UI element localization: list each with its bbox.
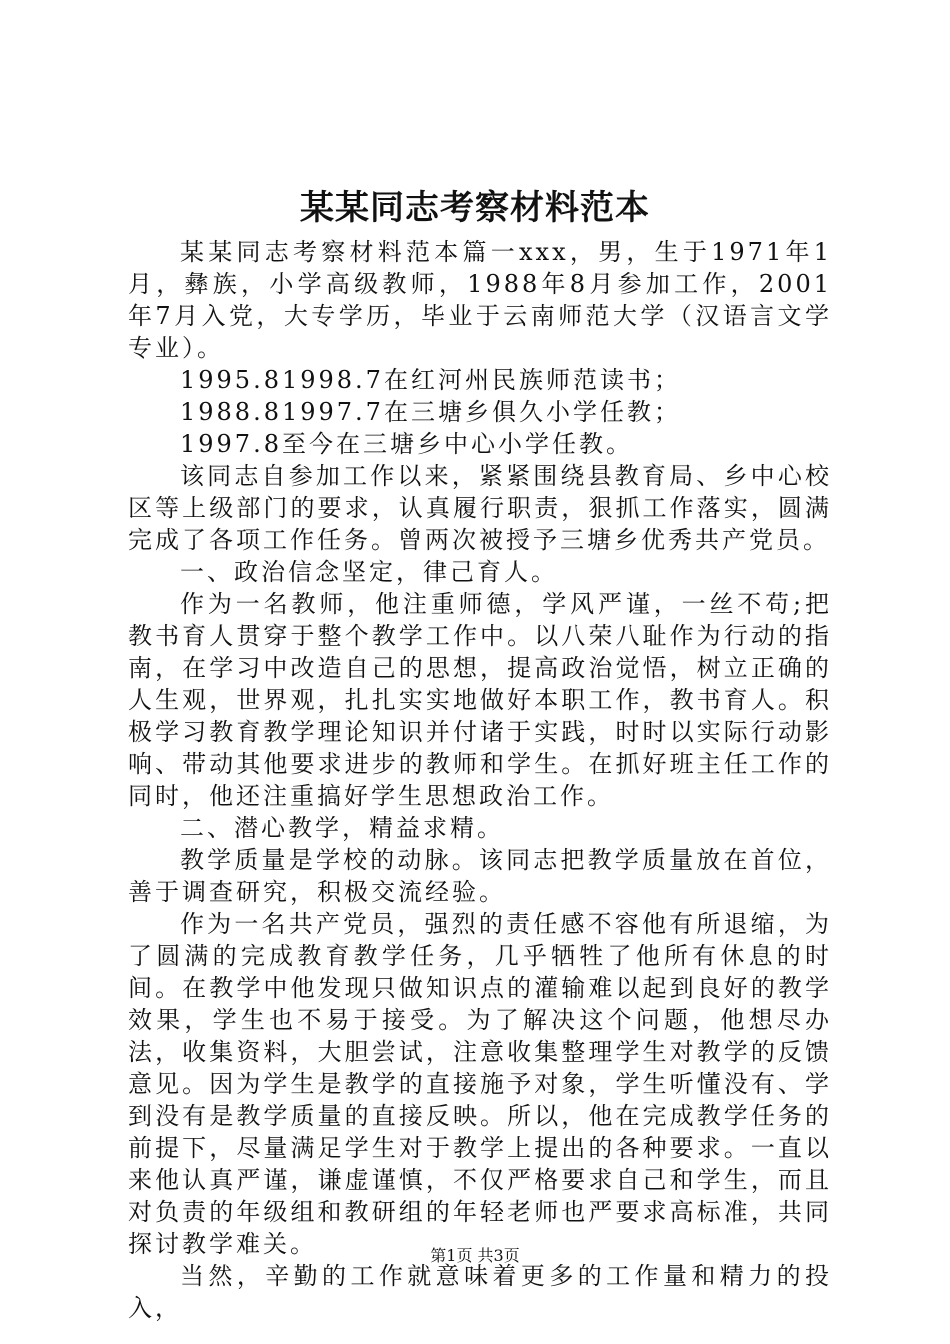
document-title: 某某同志考察材料范本 [300,188,650,228]
page-footer: 第1页 共3页 [430,1246,520,1265]
paragraph-history-2: 1988.81997.7在三塘乡俱久小学任教； [180,398,681,426]
paragraph-history-3: 1997.8至今在三塘乡中心小学任教。 [180,430,633,458]
paragraph-continuation: 当然，辛勤的工作就意味着更多的工作量和精力的投入， [128,1262,832,1322]
paragraph-summary: 该同志自参加工作以来，紧紧围绕县教育局、乡中心校区等上级部门的要求，认真履行职责，狠抓工作落实，圆满完成了各项工作任务。曾两次被授予三塘乡优秀共产党员。 [128,462,832,554]
paragraph-quality: 教学质量是学校的动脉。该同志把教学质量放在首位，善于调查研究，积极交流经验。 [128,846,832,906]
paragraph-history-1: 1995.81998.7在红河州民族师范读书； [180,366,681,394]
paragraph-section-1: 作为一名教师，他注重师德，学风严谨，一丝不苟;把教书育人贯穿于整个教学工作中。以八荣八耻作为行动的指南，在学习中改造自己的思想，提高政治觉悟，树立正确的人生观，世界观，扎扎实实地做好本职工作，教书育人。积极学习教育教学理论知识并付诸于实践，时时以实际行动影响、带动其他要求进步的教师和学生。在抓好班主任工作的同时，他还注重搞好学生思想政治工作。 [128,590,832,810]
paragraph-intro: 某某同志考察材料范本篇一xxx，男，生于1971年1月，彝族，小学高级教师，1988年8月参加工作，2001年7月入党，大专学历，毕业于云南师范大学（汉语言文学专业）。 [128,238,832,362]
paragraph-party-member: 作为一名共产党员，强烈的责任感不容他有所退缩，为了圆满的完成教育教学任务，几乎牺牲了他所有休息的时间。在教学中他发现只做知识点的灌输难以起到良好的教学效果，学生也不易于接受。为了解决这个问题，他想尽办法，收集资料，大胆尝试，注意收集整理学生对教学的反馈意见。因为学生是教学的直接施予对象，学生听懂没有、学到没有是教学质量的直接反映。所以，他在完成教学任务的前提下，尽量满足学生对于教学上提出的各种要求。一直以来他认真严谨，谦虚谨慎，不仅严格要求自己和学生，而且对负责的年级组和教研组的年轻老师也严要求高标准，共同探讨教学难关。 [128,910,832,1258]
document-body [128,236,832,1324]
section-heading-2: 二、潜心教学，精益求精。 [180,814,504,842]
section-heading-1: 一、政治信念坚定，律己育人。 [180,558,558,586]
